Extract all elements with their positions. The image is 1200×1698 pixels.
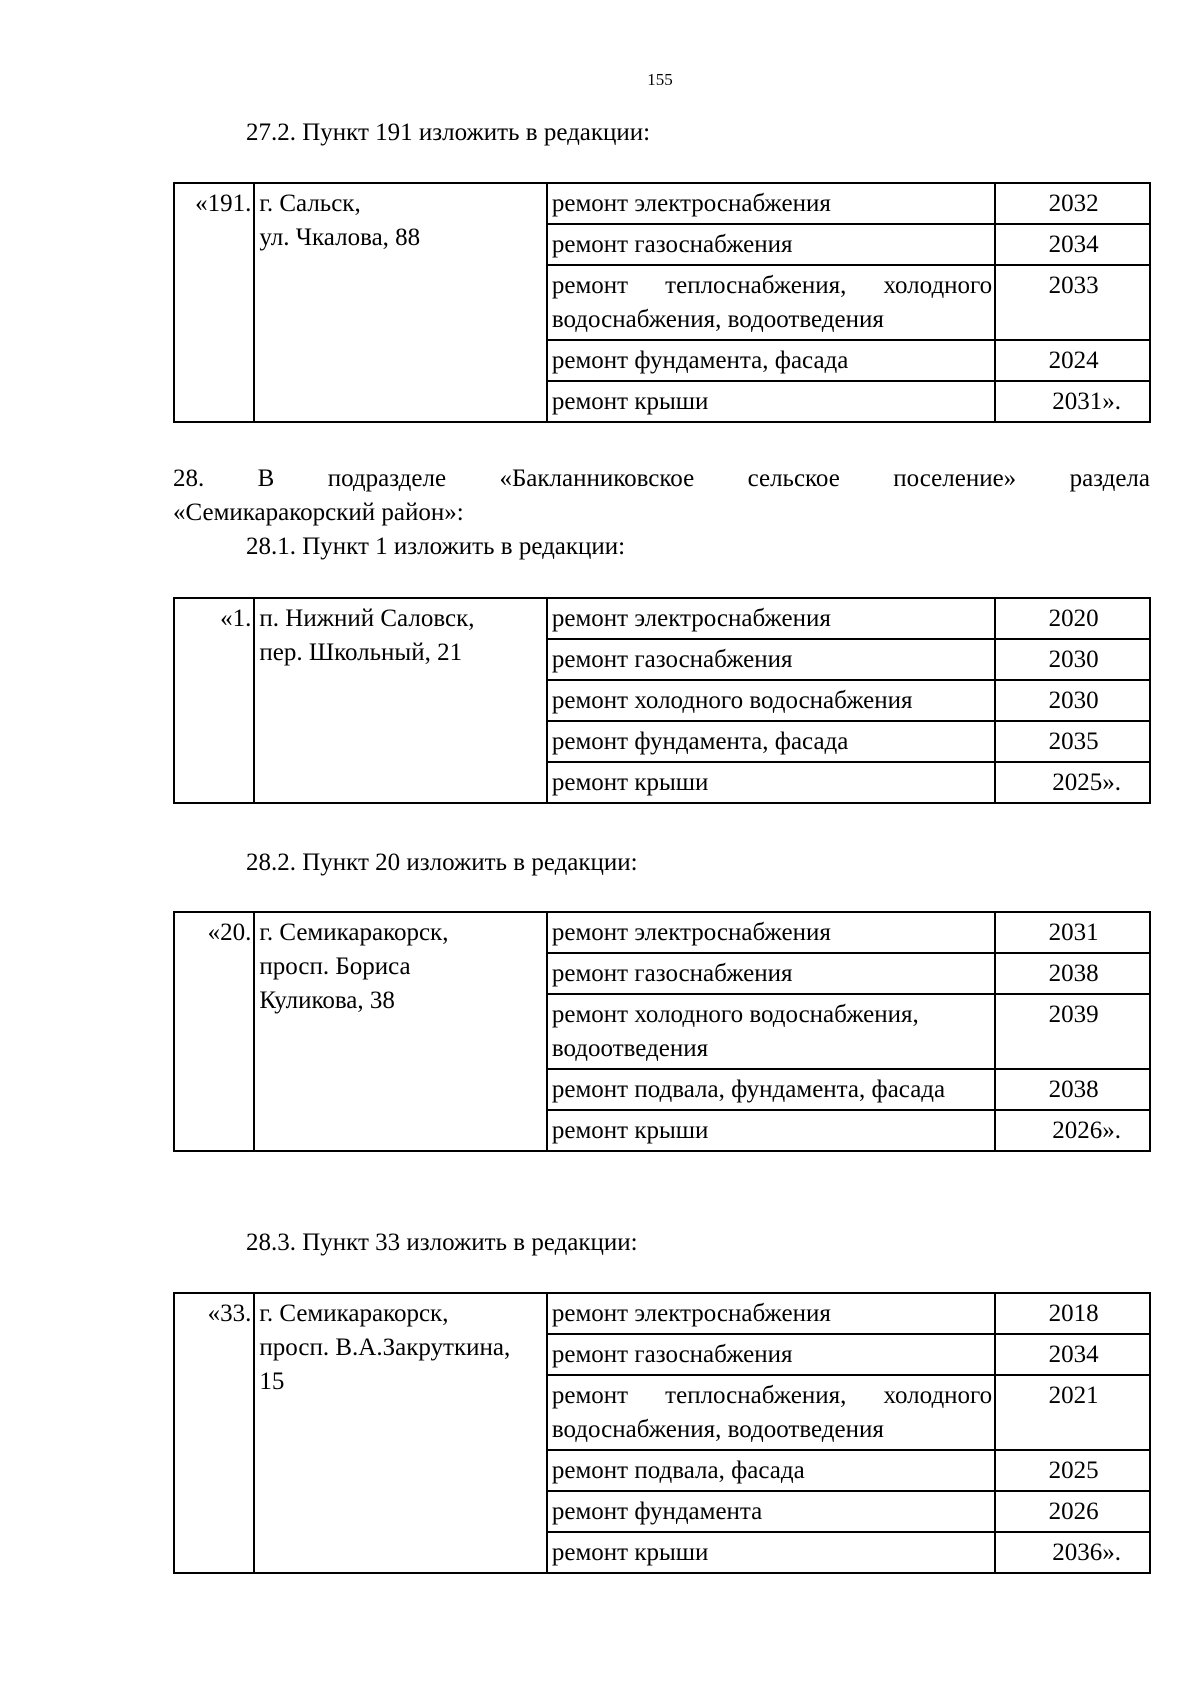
work-type: ремонт теплоснабжения, холодного водоснабжения, водоотведения: [547, 1375, 995, 1450]
address-line: пер. Школьный, 21: [259, 639, 463, 666]
work-year: 2032: [995, 183, 1150, 224]
paragraph-28-line2: «Семикаракорский район»:: [173, 499, 464, 526]
work-year: 2038: [995, 953, 1150, 994]
work-type: ремонт подвала, фундамента, фасада: [547, 1069, 995, 1110]
work-type: ремонт электроснабжения: [547, 183, 995, 224]
work-type: ремонт холодного водоснабжения, водоотведения: [547, 994, 995, 1069]
work-type: ремонт электроснабжения: [547, 1293, 995, 1334]
address-line: просп. В.А.Закруткина,: [259, 1334, 511, 1361]
table-row: [174, 912, 1150, 953]
work-type: ремонт крыши: [547, 1110, 995, 1151]
work-type: ремонт электроснабжения: [547, 912, 995, 953]
work-year: 2026: [995, 1491, 1150, 1532]
item-number: «1.: [174, 598, 254, 803]
address-line: ул. Чкалова, 88: [259, 224, 421, 251]
work-year: 2036».: [995, 1532, 1150, 1573]
paragraph-27-2: 27.2. Пункт 191 изложить в редакции:: [246, 119, 651, 146]
address-line: г. Семикаракорск,: [259, 919, 449, 946]
work-year: 2024: [995, 340, 1150, 381]
item-address: [254, 598, 546, 803]
paragraph-28-line1: 28. В подразделе «Бакланниковское сельское поселение» раздела: [173, 465, 1150, 492]
item-address: [254, 183, 546, 422]
address-line: г. Сальск,: [259, 190, 361, 217]
work-type: ремонт крыши: [547, 1532, 995, 1573]
address-line: просп. Бориса: [259, 953, 411, 980]
work-type: ремонт фундамента: [547, 1491, 995, 1532]
work-year: 2034: [995, 224, 1150, 265]
address-line: Куликова, 38: [259, 987, 395, 1014]
work-year: 2031».: [995, 381, 1150, 422]
work-year: 2018: [995, 1293, 1150, 1334]
work-type: ремонт газоснабжения: [547, 639, 995, 680]
work-year: 2025: [995, 1450, 1150, 1491]
address-line: 15: [259, 1368, 285, 1395]
work-year: 2025».: [995, 762, 1150, 803]
work-year: 2033: [995, 265, 1150, 340]
item-address: [254, 912, 546, 1151]
table-row: [174, 183, 1150, 224]
table-item-1: [173, 597, 1151, 804]
paragraph-28-2: 28.2. Пункт 20 изложить в редакции:: [246, 849, 638, 876]
work-year: 2031: [995, 912, 1150, 953]
table-row: [174, 1293, 1150, 1334]
item-address: [254, 1293, 546, 1573]
item-number: «191.: [174, 183, 254, 422]
address-line: г. Семикаракорск,: [259, 1300, 449, 1327]
work-year: 2020: [995, 598, 1150, 639]
page-number: 155: [647, 70, 673, 89]
address-line: п. Нижний Саловск,: [259, 605, 475, 632]
work-year: 2026».: [995, 1110, 1150, 1151]
item-number: «33.: [174, 1293, 254, 1573]
work-type: ремонт крыши: [547, 762, 995, 803]
paragraph-28-3: 28.3. Пункт 33 изложить в редакции:: [246, 1229, 638, 1256]
work-type: ремонт электроснабжения: [547, 598, 995, 639]
work-type: ремонт газоснабжения: [547, 1334, 995, 1375]
paragraph-28-1: 28.1. Пункт 1 изложить в редакции:: [246, 533, 626, 560]
table-item-20: [173, 911, 1151, 1152]
work-type: ремонт крыши: [547, 381, 995, 422]
table-item-191: [173, 182, 1151, 423]
work-year: 2038: [995, 1069, 1150, 1110]
item-number: «20.: [174, 912, 254, 1151]
work-type: ремонт подвала, фасада: [547, 1450, 995, 1491]
work-year: 2035: [995, 721, 1150, 762]
work-type: ремонт газоснабжения: [547, 224, 995, 265]
table-item-33: [173, 1292, 1151, 1574]
work-type: ремонт газоснабжения: [547, 953, 995, 994]
work-year: 2021: [995, 1375, 1150, 1450]
work-type: ремонт теплоснабжения, холодного водоснабжения, водоотведения: [547, 265, 995, 340]
work-type: ремонт фундамента, фасада: [547, 340, 995, 381]
work-year: 2034: [995, 1334, 1150, 1375]
work-year: 2030: [995, 639, 1150, 680]
work-year: 2039: [995, 994, 1150, 1069]
work-year: 2030: [995, 680, 1150, 721]
table-row: [174, 598, 1150, 639]
work-type: ремонт фундамента, фасада: [547, 721, 995, 762]
work-type: ремонт холодного водоснабжения: [547, 680, 995, 721]
